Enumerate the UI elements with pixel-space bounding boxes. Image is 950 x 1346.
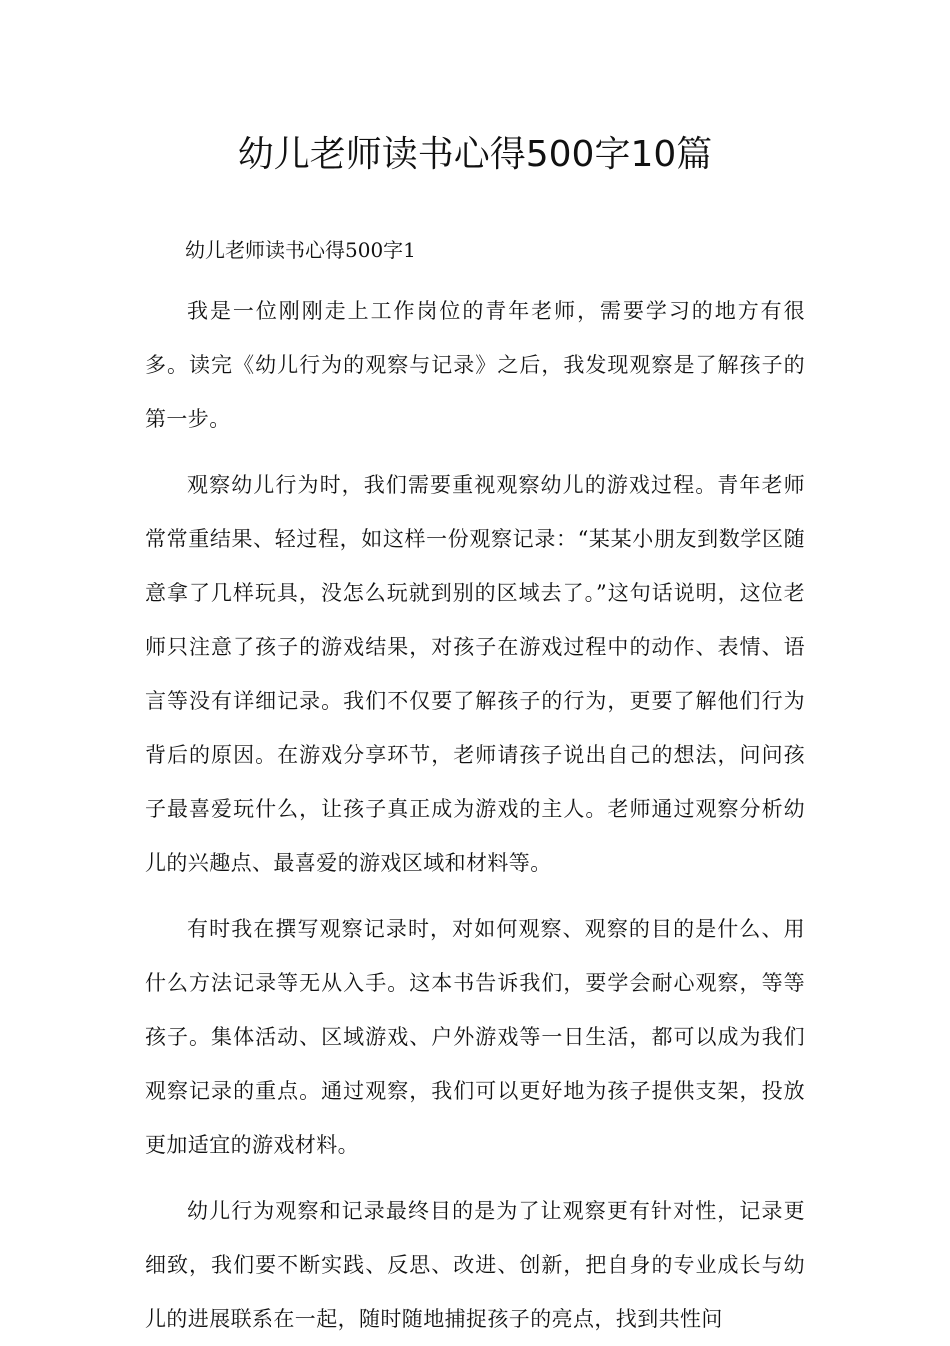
paragraph-3: 有时我在撰写观察记录时，对如何观察、观察的目的是什么、用什么方法记录等无从入手。这本书告诉我们，要学会耐心观察，等等孩子。集体活动、区域游戏、户外游戏等一日生活，都可以成为我们观察记录的重点。通过观察，我们可以更好地为孩子提供支架，投放更加适宜的游戏材料。: [145, 917, 805, 1157]
paragraph-2: 观察幼儿行为时，我们需要重视观察幼儿的游戏过程。青年老师常常重结果、轻过程，如这样一份观察记录：“某某小朋友到数学区随意拿了几样玩具，没怎么玩就到别的区域去了。”这句话说明，这位老师只注意了孩子的游戏结果，对孩子在游戏过程中的动作、表情、语言等没有详细记录。我们不仅要了解孩子的行为，更要了解他们行为背后的原因。在游戏分享环节，老师请孩子说出自己的想法，问问孩子最喜爱玩什么，让孩子真正成为游戏的主人。老师通过观察分析幼儿的兴趣点、最喜爱的游戏区域和材料等。: [145, 473, 805, 875]
document-title: 幼儿老师读书心得500字10篇: [237, 134, 713, 175]
paragraph-4: 幼儿行为观察和记录最终目的是为了让观察更有针对性，记录更细致，我们要不断实践、反思、改进、创新，把自身的专业成长与幼儿的进展联系在一起，随时随地捕捉孩子的亮点，找到共性问: [145, 1199, 805, 1331]
paragraph-1: 我是一位刚刚走上工作岗位的青年老师，需要学习的地方有很多。读完《幼儿行为的观察与记录》之后，我发现观察是了解孩子的第一步。: [145, 299, 805, 431]
section-title: 幼儿老师读书心得500字1: [185, 238, 416, 262]
